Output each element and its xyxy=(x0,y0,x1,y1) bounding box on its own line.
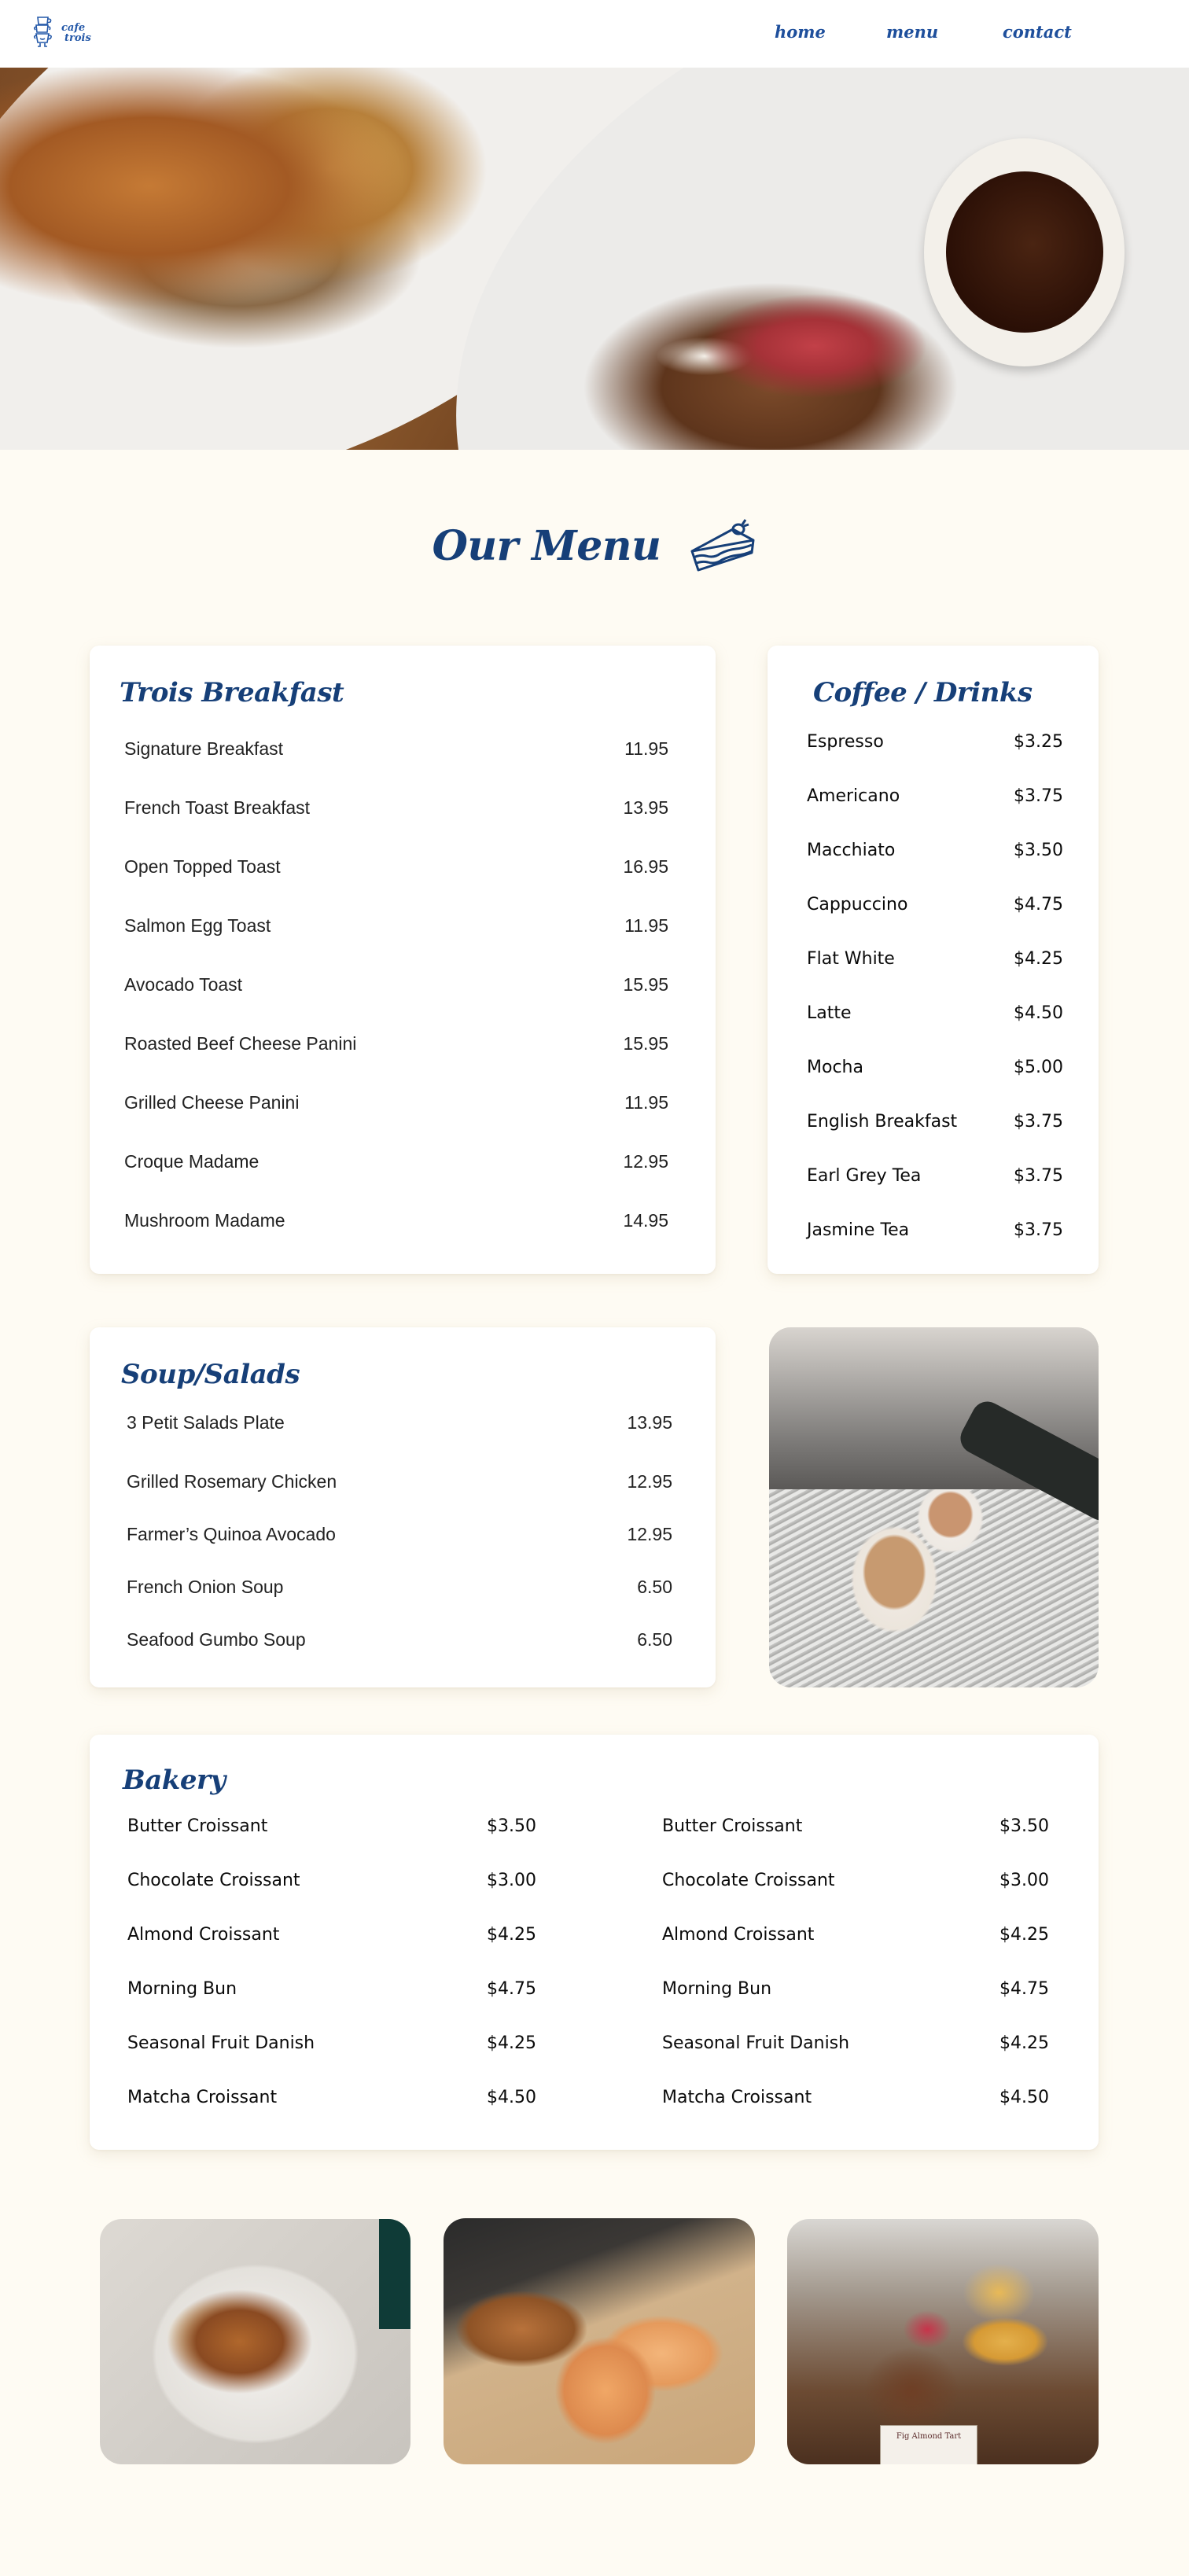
item-price: 12.95 xyxy=(627,1524,672,1544)
menu-item xyxy=(662,1979,1049,1999)
item-price: 15.95 xyxy=(623,974,668,995)
item-price: $4.75 xyxy=(487,1979,536,1999)
menu-item xyxy=(807,732,1063,752)
menu-item xyxy=(807,1058,1063,1077)
menu-item xyxy=(807,949,1063,969)
item-price: 11.95 xyxy=(624,1092,668,1113)
item-name: French Toast Breakfast xyxy=(124,797,311,818)
gallery-photo-pastry-box xyxy=(444,2218,755,2464)
menu-item xyxy=(127,1412,672,1433)
item-name: Matcha Croissant xyxy=(127,2088,278,2107)
coffee-photo xyxy=(769,1327,1099,1687)
item-price: $3.00 xyxy=(999,1871,1049,1890)
item-price: $4.50 xyxy=(487,2088,536,2107)
gallery-photo-tarts xyxy=(787,2219,1099,2464)
menu-item xyxy=(124,856,668,878)
page-title: Our Menu xyxy=(432,522,661,570)
item-price: $4.25 xyxy=(999,1925,1049,1945)
menu-item xyxy=(807,895,1063,914)
drinks-title: Coffee / Drinks xyxy=(813,677,1033,708)
menu-item xyxy=(127,1471,672,1492)
nav-menu[interactable]: menu xyxy=(886,22,939,42)
item-price: 12.95 xyxy=(623,1151,668,1172)
item-price: $4.75 xyxy=(1014,895,1063,914)
item-price: 11.95 xyxy=(624,915,668,936)
menu-item xyxy=(124,797,668,819)
stacked-cups-logo-icon xyxy=(31,16,58,50)
syrup-cup xyxy=(924,138,1125,366)
item-price: $4.25 xyxy=(999,2033,1049,2053)
nav-home[interactable]: home xyxy=(775,22,826,42)
item-price: 11.95 xyxy=(624,738,668,759)
bakery-title: Bakery xyxy=(123,1765,226,1796)
item-price: $3.50 xyxy=(999,1816,1049,1836)
item-name: Grilled Cheese Panini xyxy=(124,1092,300,1113)
item-price: $4.50 xyxy=(1014,1003,1063,1023)
item-name: Jasmine Tea xyxy=(807,1220,910,1240)
item-name: Salmon Egg Toast xyxy=(124,915,271,936)
item-name: Chocolate Croissant xyxy=(127,1871,300,1890)
menu-item xyxy=(662,2033,1049,2053)
menu-item xyxy=(807,1166,1063,1186)
menu-item xyxy=(127,1577,672,1598)
item-price: $3.75 xyxy=(1014,1166,1063,1186)
logo-line-1: cafe xyxy=(61,22,86,34)
menu-item xyxy=(127,1925,536,1945)
item-price: $3.75 xyxy=(1014,786,1063,806)
drinks-card xyxy=(768,646,1099,1274)
menu-item xyxy=(127,1816,536,1836)
menu-item xyxy=(807,1003,1063,1023)
menu-item xyxy=(124,1033,668,1054)
logo-line-2: trois xyxy=(64,32,91,44)
logo-text xyxy=(61,23,91,43)
item-name: Macchiato xyxy=(807,841,896,860)
menu-item xyxy=(807,1112,1063,1132)
item-name: Open Topped Toast xyxy=(124,856,281,877)
item-name: Roasted Beef Cheese Panini xyxy=(124,1033,357,1054)
item-price: 16.95 xyxy=(623,856,668,877)
item-name: Signature Breakfast xyxy=(124,738,284,759)
item-name: Croque Madame xyxy=(124,1151,260,1172)
item-price: $4.25 xyxy=(487,1925,536,1945)
item-price: $3.50 xyxy=(1014,841,1063,860)
breakfast-card xyxy=(90,646,716,1274)
item-name: Morning Bun xyxy=(662,1979,772,1999)
menu-item xyxy=(127,1979,536,1999)
menu-item xyxy=(127,1871,536,1890)
menu-item xyxy=(127,1629,672,1650)
menu-item xyxy=(807,841,1063,860)
menu-item xyxy=(127,2033,536,2053)
menu-item xyxy=(662,1925,1049,1945)
menu-item xyxy=(124,915,668,937)
page-title-row xyxy=(0,511,1189,582)
tart-label-card: Fig Almond Tart xyxy=(880,2425,977,2464)
item-price: 12.95 xyxy=(627,1471,672,1492)
menu-item xyxy=(127,2088,536,2107)
gallery-photo-french-toast xyxy=(100,2219,410,2464)
breakfast-title: Trois Breakfast xyxy=(120,677,344,708)
item-name: Americano xyxy=(807,786,900,806)
item-name: Seafood Gumbo Soup xyxy=(127,1629,306,1650)
menu-item xyxy=(127,1524,672,1545)
item-name: 3 Petit Salads Plate xyxy=(127,1412,285,1433)
item-price: $3.00 xyxy=(487,1871,536,1890)
bakery-card xyxy=(90,1735,1099,2150)
menu-item xyxy=(662,1816,1049,1836)
item-name: Mocha xyxy=(807,1058,863,1077)
item-name: Almond Croissant xyxy=(127,1925,280,1945)
item-name: Seasonal Fruit Danish xyxy=(127,2033,315,2053)
menu-item xyxy=(124,1210,668,1231)
item-name: Matcha Croissant xyxy=(662,2088,812,2107)
menu-item xyxy=(662,2088,1049,2107)
item-name: Grilled Rosemary Chicken xyxy=(127,1471,337,1492)
menu-item xyxy=(807,786,1063,806)
item-name: Cappuccino xyxy=(807,895,908,914)
item-price: $3.75 xyxy=(1014,1112,1063,1132)
cake-slice-icon xyxy=(689,518,756,575)
item-name: Farmer’s Quinoa Avocado xyxy=(127,1524,336,1544)
soup-title: Soup/Salads xyxy=(121,1359,300,1390)
item-price: $5.00 xyxy=(1014,1058,1063,1077)
item-price: $4.25 xyxy=(1014,949,1063,969)
menu-item xyxy=(124,738,668,760)
item-name: Flat White xyxy=(807,949,895,969)
menu-item xyxy=(807,1220,1063,1240)
item-name: Morning Bun xyxy=(127,1979,237,1999)
french-toast xyxy=(550,264,991,450)
item-name: French Onion Soup xyxy=(127,1577,284,1597)
menu-item xyxy=(124,1092,668,1113)
item-name: Espresso xyxy=(807,732,884,752)
item-price: $4.25 xyxy=(487,2033,536,2053)
item-price: $3.75 xyxy=(1014,1220,1063,1240)
item-name: Earl Grey Tea xyxy=(807,1166,922,1186)
item-name: Butter Croissant xyxy=(127,1816,268,1836)
item-name: Chocolate Croissant xyxy=(662,1871,835,1890)
item-price: 13.95 xyxy=(623,797,668,818)
item-price: 14.95 xyxy=(623,1210,668,1231)
item-name: Almond Croissant xyxy=(662,1925,815,1945)
item-price: 13.95 xyxy=(627,1412,672,1433)
item-name: Seasonal Fruit Danish xyxy=(662,2033,850,2053)
hero-image xyxy=(0,68,1189,450)
soup-salads-card xyxy=(90,1327,716,1687)
nav-contact[interactable]: contact xyxy=(1003,22,1072,42)
item-price: 6.50 xyxy=(637,1577,672,1597)
item-price: $3.25 xyxy=(1014,732,1063,752)
item-price: 6.50 xyxy=(637,1629,672,1650)
item-price: 15.95 xyxy=(623,1033,668,1054)
item-name: Latte xyxy=(807,1003,852,1023)
menu-item xyxy=(124,974,668,995)
item-name: Butter Croissant xyxy=(662,1816,803,1836)
item-name: Avocado Toast xyxy=(124,974,243,995)
item-price: $4.75 xyxy=(999,1979,1049,1999)
site-header xyxy=(0,0,1189,68)
item-price: $4.50 xyxy=(999,2088,1049,2107)
item-name: English Breakfast xyxy=(807,1112,958,1132)
item-price: $3.50 xyxy=(487,1816,536,1836)
item-name: Mushroom Madame xyxy=(124,1210,285,1231)
menu-item xyxy=(124,1151,668,1172)
logo[interactable] xyxy=(31,16,91,50)
menu-item xyxy=(662,1871,1049,1890)
